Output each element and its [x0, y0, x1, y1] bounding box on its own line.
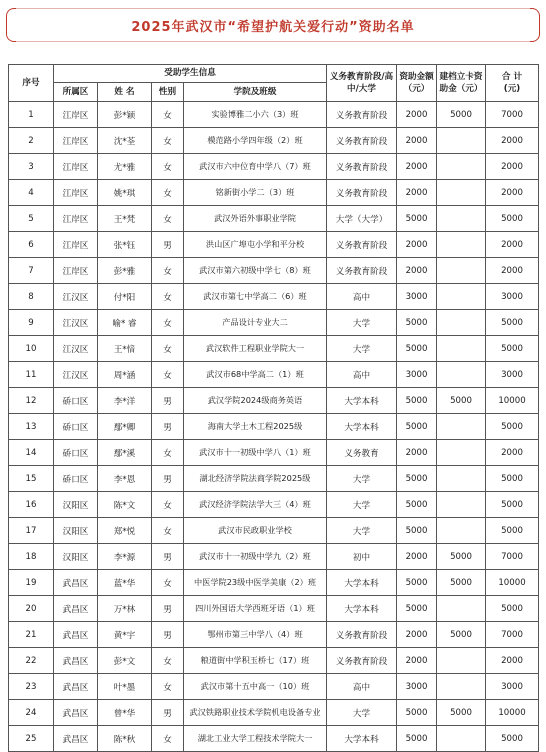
cell-name: 喻* 睿 — [98, 310, 152, 336]
cell-seq: 15 — [9, 466, 54, 492]
header-stage: 义务教育阶段/高中/大学 — [327, 65, 397, 102]
cell-school: 湖北经济学院法商学院2025级 — [184, 466, 327, 492]
cell-amount: 5000 — [397, 492, 437, 518]
cell-seq: 4 — [9, 180, 54, 206]
table-row — [9, 414, 539, 440]
header-total — [486, 65, 539, 102]
header-amount: 资助金额（元） — [397, 65, 437, 102]
cell-total: 5000 — [486, 414, 539, 440]
cell-district: 硚口区 — [54, 466, 98, 492]
cell-amount: 2000 — [397, 128, 437, 154]
cell-district: 江岸区 — [54, 102, 98, 128]
cell-name: 沈*荃 — [98, 128, 152, 154]
cell-amount: 5000 — [397, 596, 437, 622]
cell-amount: 3000 — [397, 284, 437, 310]
cell-amount: 2000 — [397, 180, 437, 206]
cell-stage: 义务教育阶段 — [327, 154, 397, 180]
table-row — [9, 232, 539, 258]
table-row — [9, 284, 539, 310]
cell-total: 3000 — [486, 674, 539, 700]
cell-total: 3000 — [486, 362, 539, 388]
cell-district: 江岸区 — [54, 258, 98, 284]
cell-total: 5000 — [486, 336, 539, 362]
cell-district: 硚口区 — [54, 414, 98, 440]
cell-school: 武汉市第六初级中学七（8）班 — [184, 258, 327, 284]
table-row — [9, 622, 539, 648]
title-rule-bottom — [16, 41, 530, 42]
cell-total: 2000 — [486, 258, 539, 284]
title-banner — [6, 4, 540, 46]
cell-school: 武汉软件工程职业学院大一 — [184, 336, 327, 362]
cell-gender: 男 — [152, 388, 184, 414]
cell-stage: 初中 — [327, 544, 397, 570]
cell-stage: 义务教育阶段 — [327, 622, 397, 648]
cell-card-fund — [437, 336, 486, 362]
cell-amount: 5000 — [397, 466, 437, 492]
cell-card-fund — [437, 154, 486, 180]
header-seq: 序号 — [9, 65, 54, 102]
table-row — [9, 700, 539, 726]
cell-stage: 义务教育阶段 — [327, 258, 397, 284]
cell-name: 尤*雅 — [98, 154, 152, 180]
cell-name: 付*阳 — [98, 284, 152, 310]
cell-amount: 3000 — [397, 674, 437, 700]
header-gender: 性别 — [152, 83, 184, 102]
cell-seq: 25 — [9, 726, 54, 752]
header-card-fund: 建档立卡资助金（元） — [437, 65, 486, 102]
cell-name: 陈*秋 — [98, 726, 152, 752]
cell-school: 模范路小学四年级（2）班 — [184, 128, 327, 154]
table-row — [9, 388, 539, 414]
cell-name: 黄*宇 — [98, 622, 152, 648]
cell-gender: 女 — [152, 102, 184, 128]
cell-total: 2000 — [486, 128, 539, 154]
cell-total: 5000 — [486, 310, 539, 336]
cell-seq: 12 — [9, 388, 54, 414]
cell-amount: 5000 — [397, 310, 437, 336]
cell-school: 武汉市十一初级中学九（2）班 — [184, 544, 327, 570]
cell-seq: 2 — [9, 128, 54, 154]
cell-amount: 2000 — [397, 102, 437, 128]
cell-stage: 大学本科 — [327, 726, 397, 752]
table-row — [9, 258, 539, 284]
cell-school: 武汉市第十五中高一（10）班 — [184, 674, 327, 700]
cell-seq: 1 — [9, 102, 54, 128]
cell-school: 武汉市六中位育中学八（7）班 — [184, 154, 327, 180]
cell-name: 李*恩 — [98, 466, 152, 492]
cell-total: 2000 — [486, 232, 539, 258]
cell-school: 武汉外语外事职业学院 — [184, 206, 327, 232]
cell-stage: 高中 — [327, 674, 397, 700]
cell-stage: 义务教育阶段 — [327, 180, 397, 206]
table-row — [9, 466, 539, 492]
cell-stage: 大学本科 — [327, 570, 397, 596]
cell-gender: 女 — [152, 310, 184, 336]
cell-school: 武汉学院2024级商务英语 — [184, 388, 327, 414]
cell-card-fund — [437, 466, 486, 492]
cell-seq: 9 — [9, 310, 54, 336]
cell-district: 硚口区 — [54, 388, 98, 414]
cell-total: 5000 — [486, 596, 539, 622]
cell-district: 江汉区 — [54, 336, 98, 362]
cell-amount: 5000 — [397, 726, 437, 752]
cell-total: 5000 — [486, 518, 539, 544]
cell-card-fund — [437, 440, 486, 466]
table-body — [9, 102, 539, 752]
cell-total: 5000 — [486, 466, 539, 492]
cell-stage: 大学 — [327, 336, 397, 362]
cell-school: 洪山区广埠屯小学和平分校 — [184, 232, 327, 258]
cell-amount: 5000 — [397, 336, 437, 362]
table-row — [9, 518, 539, 544]
cell-name: 王*愔 — [98, 336, 152, 362]
cell-seq: 14 — [9, 440, 54, 466]
cell-amount: 2000 — [397, 154, 437, 180]
cell-stage: 义务教育阶段 — [327, 128, 397, 154]
cell-gender: 男 — [152, 232, 184, 258]
cell-district: 武昌区 — [54, 622, 98, 648]
cell-card-fund — [437, 414, 486, 440]
header-school: 学院及班级 — [184, 83, 327, 102]
cell-school: 粮道街中学积玉桥七（17）班 — [184, 648, 327, 674]
table-row — [9, 362, 539, 388]
cell-district: 武昌区 — [54, 648, 98, 674]
cell-district: 江岸区 — [54, 154, 98, 180]
cell-district: 江岸区 — [54, 232, 98, 258]
cell-card-fund: 5000 — [437, 388, 486, 414]
cell-card-fund — [437, 726, 486, 752]
cell-seq: 20 — [9, 596, 54, 622]
header-name: 姓 名 — [98, 83, 152, 102]
cell-seq: 10 — [9, 336, 54, 362]
cell-seq: 3 — [9, 154, 54, 180]
cell-district: 汉阳区 — [54, 518, 98, 544]
cell-school: 四川外国语大学西班牙语（1）班 — [184, 596, 327, 622]
table-row — [9, 544, 539, 570]
cell-name: 万*林 — [98, 596, 152, 622]
cell-seq: 23 — [9, 674, 54, 700]
cell-amount: 2000 — [397, 258, 437, 284]
cell-gender: 女 — [152, 180, 184, 206]
cell-card-fund — [437, 284, 486, 310]
table-row — [9, 596, 539, 622]
cell-stage: 大学本科 — [327, 596, 397, 622]
table-row — [9, 128, 539, 154]
table-row — [9, 102, 539, 128]
cell-card-fund — [437, 232, 486, 258]
cell-school: 产品设计专业大二 — [184, 310, 327, 336]
cell-gender: 女 — [152, 440, 184, 466]
cell-district: 武昌区 — [54, 570, 98, 596]
cell-gender: 男 — [152, 544, 184, 570]
cell-amount: 2000 — [397, 622, 437, 648]
cell-name: 李*源 — [98, 544, 152, 570]
cell-amount: 2000 — [397, 440, 437, 466]
cell-name: 陈*文 — [98, 492, 152, 518]
cell-name: 鄢*溪 — [98, 440, 152, 466]
cell-school: 实验博雅二小六（3）班 — [184, 102, 327, 128]
cell-gender: 女 — [152, 336, 184, 362]
cell-total: 2000 — [486, 440, 539, 466]
cell-stage: 大学本科 — [327, 414, 397, 440]
cell-total: 10000 — [486, 388, 539, 414]
cell-school: 武汉经济学院法学大三（4）班 — [184, 492, 327, 518]
table-row — [9, 180, 539, 206]
cell-district: 江汉区 — [54, 362, 98, 388]
cell-gender: 男 — [152, 596, 184, 622]
cell-amount: 2000 — [397, 232, 437, 258]
cell-amount: 5000 — [397, 570, 437, 596]
cell-name: 鄢*卿 — [98, 414, 152, 440]
cell-gender: 女 — [152, 362, 184, 388]
cell-total: 3000 — [486, 284, 539, 310]
cell-seq: 16 — [9, 492, 54, 518]
cell-card-fund: 5000 — [437, 700, 486, 726]
cell-total: 5000 — [486, 726, 539, 752]
cell-gender: 女 — [152, 674, 184, 700]
cell-district: 武昌区 — [54, 674, 98, 700]
table-header — [9, 65, 539, 102]
cell-school: 中医学院23级中医学美康（2）班 — [184, 570, 327, 596]
table-row — [9, 726, 539, 752]
cell-name: 彭*雅 — [98, 258, 152, 284]
cell-school: 武汉市民政职业学校 — [184, 518, 327, 544]
cell-gender: 女 — [152, 570, 184, 596]
cell-district: 武昌区 — [54, 700, 98, 726]
cell-seq: 21 — [9, 622, 54, 648]
cell-card-fund — [437, 492, 486, 518]
cell-school: 武汉铁路职业技术学院机电设备专业 — [184, 700, 327, 726]
cell-total: 7000 — [486, 622, 539, 648]
cell-amount: 5000 — [397, 414, 437, 440]
cell-district: 江汉区 — [54, 284, 98, 310]
cell-stage: 大学 — [327, 518, 397, 544]
cell-name: 曾*华 — [98, 700, 152, 726]
table-row — [9, 336, 539, 362]
cell-seq: 7 — [9, 258, 54, 284]
table-row — [9, 492, 539, 518]
header-district: 所属区 — [54, 83, 98, 102]
table-row — [9, 206, 539, 232]
cell-gender: 女 — [152, 154, 184, 180]
aid-roster-table — [8, 64, 539, 752]
cell-name: 蓝*华 — [98, 570, 152, 596]
cell-total: 5000 — [486, 206, 539, 232]
cell-seq: 11 — [9, 362, 54, 388]
cell-stage: 大学 — [327, 466, 397, 492]
cell-seq: 19 — [9, 570, 54, 596]
cell-gender: 女 — [152, 648, 184, 674]
cell-gender: 男 — [152, 622, 184, 648]
cell-stage: 高中 — [327, 284, 397, 310]
cell-name: 郑*悦 — [98, 518, 152, 544]
cell-school: 湖北工业大学工程技术学院大一 — [184, 726, 327, 752]
cell-card-fund: 5000 — [437, 622, 486, 648]
header-total-unit: (元) — [503, 84, 521, 94]
table-row — [9, 674, 539, 700]
cell-card-fund — [437, 362, 486, 388]
cell-school: 武汉市第七中学高二（6）班 — [184, 284, 327, 310]
header-total-label: 合 计 — [501, 72, 523, 82]
cell-gender: 女 — [152, 492, 184, 518]
cell-stage: 大学 — [327, 700, 397, 726]
page-title: 2025年武汉市“希望护航关爱行动”资助名单 — [131, 20, 415, 35]
cell-name: 张*钰 — [98, 232, 152, 258]
cell-card-fund — [437, 648, 486, 674]
cell-gender: 女 — [152, 284, 184, 310]
cell-card-fund: 5000 — [437, 570, 486, 596]
cell-gender: 男 — [152, 466, 184, 492]
cell-amount: 5000 — [397, 518, 437, 544]
cell-stage: 义务教育阶段 — [327, 648, 397, 674]
cell-gender: 男 — [152, 700, 184, 726]
cell-name: 李*洋 — [98, 388, 152, 414]
cell-gender: 男 — [152, 414, 184, 440]
cell-card-fund — [437, 180, 486, 206]
cell-gender: 女 — [152, 518, 184, 544]
cell-amount: 5000 — [397, 700, 437, 726]
cell-school: 铭新街小学二（3）班 — [184, 180, 327, 206]
cell-name: 叶*墨 — [98, 674, 152, 700]
cell-card-fund — [437, 310, 486, 336]
cell-gender: 女 — [152, 726, 184, 752]
cell-school: 武汉市68中学高二（1）班 — [184, 362, 327, 388]
cell-name: 姚*琪 — [98, 180, 152, 206]
cell-amount: 5000 — [397, 206, 437, 232]
cell-stage: 大学 — [327, 492, 397, 518]
cell-gender: 女 — [152, 258, 184, 284]
cell-school: 海南大学土木工程2025级 — [184, 414, 327, 440]
cell-seq: 17 — [9, 518, 54, 544]
cell-total: 10000 — [486, 570, 539, 596]
cell-amount: 5000 — [397, 388, 437, 414]
cell-seq: 8 — [9, 284, 54, 310]
cell-total: 5000 — [486, 492, 539, 518]
cell-card-fund — [437, 206, 486, 232]
cell-card-fund — [437, 596, 486, 622]
title-rule-top — [16, 8, 530, 9]
cell-total: 2000 — [486, 154, 539, 180]
cell-district: 江岸区 — [54, 206, 98, 232]
cell-gender: 女 — [152, 206, 184, 232]
cell-seq: 24 — [9, 700, 54, 726]
cell-district: 江汉区 — [54, 310, 98, 336]
cell-amount: 2000 — [397, 544, 437, 570]
cell-name: 周*涵 — [98, 362, 152, 388]
cell-stage: 义务教育 — [327, 440, 397, 466]
cell-stage: 大学（大学） — [327, 206, 397, 232]
cell-total: 7000 — [486, 102, 539, 128]
table-row — [9, 154, 539, 180]
cell-stage: 高中 — [327, 362, 397, 388]
cell-seq: 22 — [9, 648, 54, 674]
cell-name: 王*梵 — [98, 206, 152, 232]
cell-card-fund: 5000 — [437, 544, 486, 570]
cell-district: 武昌区 — [54, 726, 98, 752]
cell-card-fund — [437, 674, 486, 700]
cell-seq: 13 — [9, 414, 54, 440]
cell-school: 鄂州市第三中学八（4）班 — [184, 622, 327, 648]
cell-seq: 5 — [9, 206, 54, 232]
table-row — [9, 648, 539, 674]
cell-total: 2000 — [486, 180, 539, 206]
cell-card-fund — [437, 128, 486, 154]
cell-total: 10000 — [486, 700, 539, 726]
cell-name: 彭*颖 — [98, 102, 152, 128]
cell-seq: 18 — [9, 544, 54, 570]
cell-amount: 3000 — [397, 362, 437, 388]
cell-stage: 义务教育阶段 — [327, 102, 397, 128]
table-row — [9, 310, 539, 336]
cell-district: 武昌区 — [54, 596, 98, 622]
cell-district: 江岸区 — [54, 128, 98, 154]
cell-gender: 女 — [152, 128, 184, 154]
table-row — [9, 440, 539, 466]
cell-district: 硚口区 — [54, 440, 98, 466]
cell-name: 彭*文 — [98, 648, 152, 674]
header-student-info: 受助学生信息 — [54, 65, 327, 83]
table-row — [9, 570, 539, 596]
cell-seq: 6 — [9, 232, 54, 258]
cell-district: 江岸区 — [54, 180, 98, 206]
cell-stage: 义务教育阶段 — [327, 232, 397, 258]
cell-amount: 2000 — [397, 648, 437, 674]
cell-card-fund — [437, 258, 486, 284]
cell-school: 武汉市十一初级中学八（1）班 — [184, 440, 327, 466]
cell-stage: 大学 — [327, 310, 397, 336]
cell-card-fund — [437, 518, 486, 544]
cell-total: 7000 — [486, 544, 539, 570]
cell-total: 2000 — [486, 648, 539, 674]
cell-stage: 大学本科 — [327, 388, 397, 414]
cell-district: 汉阳区 — [54, 492, 98, 518]
cell-district: 汉阳区 — [54, 544, 98, 570]
cell-card-fund: 5000 — [437, 102, 486, 128]
